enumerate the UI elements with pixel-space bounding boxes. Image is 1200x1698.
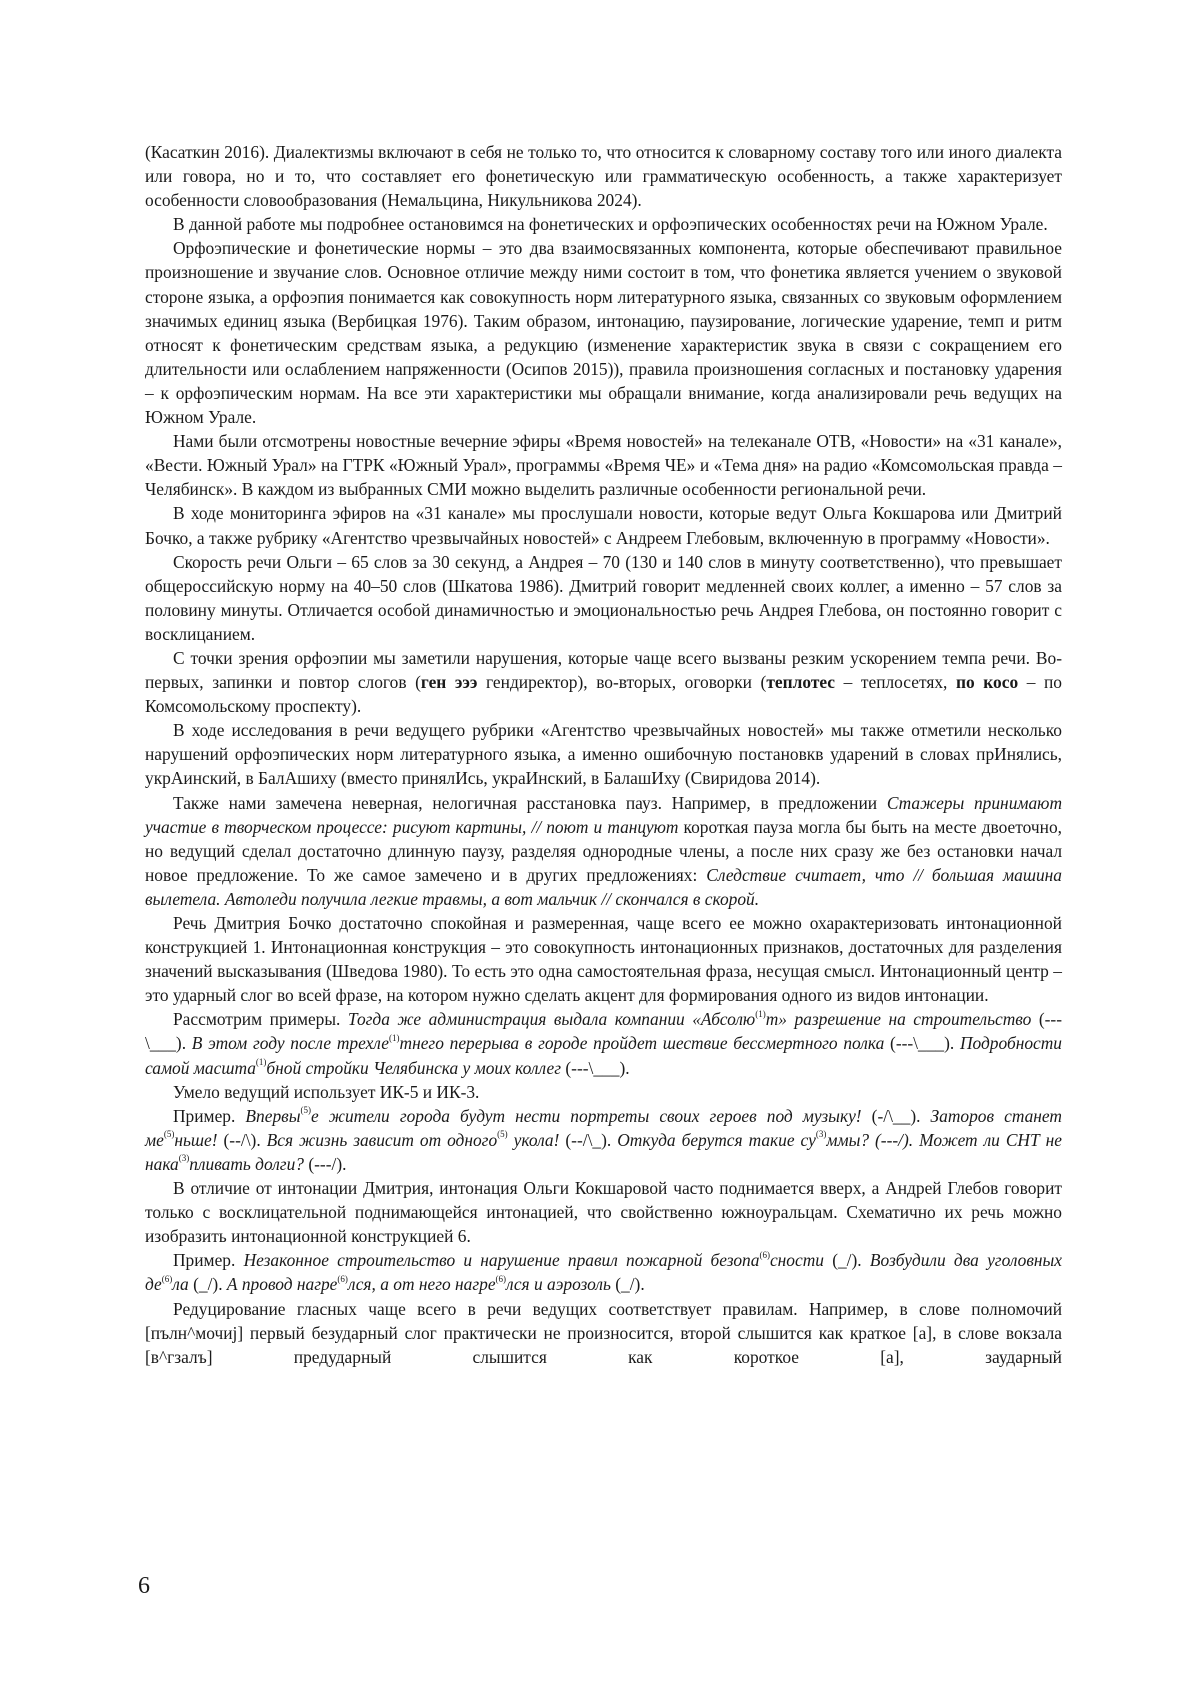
italic-example: Следствие считает, что // большая машина вылетела. Автоледи получила легкие травмы, а вот мальчик // скончался в скорой. [145, 864, 1062, 909]
italic-example: Стажеры принимают участие в творческом процессе: рисуют картины, // поют и танцуют [145, 792, 1062, 837]
paragraph: В ходе исследования в речи ведущего рубрики «Агентство чрезвычайных новостей» мы также отметили несколько нарушений орфоэпических норм литературного языка, а именно ошибочную постановкв ударений в словах прИнялись, укрАинский, в БалАшиху (вместо принялИсь, украИнский, в БалашИху (Свиридова 2014). [145, 720, 1062, 789]
paragraph [145, 1007, 1062, 1079]
text-run: С точки зрения орфоэпии мы заметили нарушения, которые чаще всего вызваны резким ускорением темпа речи. Во-первых, запинки и повтор слогов ( [145, 647, 1062, 693]
stress-mark: (5) [497, 1129, 508, 1140]
text-run: Также нами замечена неверная, нелогичная расстановка пауз. Например, в предложении [173, 792, 887, 813]
stress-mark: (1) [755, 1008, 766, 1019]
intonation-scheme: (_/). [610, 1274, 645, 1295]
italic-example: Возбудили два уголовных де [145, 1250, 1062, 1295]
text-run: короткая пауза могла бы быть на месте двоеточно, но ведущий сделал достаточно длинную паузу, разделяя однородные члены, а после них сразу же без остановки начал новое предложение. То же самое замечено и в других предложениях: [145, 816, 1062, 885]
italic-example: лся, а от него нагре [347, 1274, 496, 1295]
italic-example: пливать долги? [189, 1153, 304, 1174]
italic-example: е жители города будут нести портреты своих героев под музыку! [310, 1105, 862, 1126]
italic-example: Вся жизнь зависит от одного [266, 1129, 498, 1150]
stress-mark: (3) [178, 1153, 190, 1164]
stress-mark: (5) [300, 1104, 311, 1115]
italic-example: бной стройки Челябинска у моих коллег [266, 1057, 562, 1078]
text-run: гендиректор), во-вторых, оговорки ( [477, 672, 767, 693]
body-text [145, 140, 1062, 1369]
intonation-scheme: (_/). [188, 1274, 227, 1295]
intonation-scheme: (_/). [823, 1250, 870, 1271]
intonation-scheme: (--/\). [217, 1129, 267, 1150]
intonation-scheme: (---\___). [145, 1009, 1062, 1054]
stress-mark: (3) [815, 1129, 827, 1140]
stress-mark: (6) [161, 1273, 173, 1284]
paragraph [145, 1248, 1062, 1296]
intonation-scheme: (-/\__). [861, 1105, 931, 1126]
bold-example: теплотес [766, 672, 836, 693]
italic-example: Заторов станет ме [145, 1105, 1062, 1150]
italic-example: Откуда берутся такие су [617, 1129, 816, 1150]
italic-example: Впервы [245, 1105, 301, 1126]
stress-mark: (1) [255, 1056, 267, 1067]
paragraph [145, 1104, 1062, 1176]
italic-example: лся и аэрозоль [506, 1274, 611, 1295]
paragraph: В ходе мониторинга эфиров на «31 канале» мы прослушали новости, которые ведут Ольга Кокшарова или Дмитрий Бочко, а также рубрику «Агентство чрезвычайных новостей» с Андреем Глебовым, включенную в программу «Новости». [145, 503, 1062, 548]
paragraph: В данной работе мы подробнее остановимся на фонетических и орфоэпических особенностях речи на Южном Урале. [173, 214, 1048, 235]
paragraph: (Касаткин 2016). Диалектизмы включают в себя не только то, что относится к словарному составу того или иного диалекта или говора, но и то, что составляет его фонетическую или грамматическую особенность, а также характеризует особенности словообразования (Немальцина, Никульникова 2024). [145, 142, 1062, 211]
italic-example: Подробности самой масшта [145, 1033, 1062, 1078]
text-run: Рассмотрим примеры. [173, 1009, 348, 1030]
intonation-scheme: (---\___). [561, 1057, 630, 1078]
paragraph [145, 646, 1062, 718]
stress-mark: (5) [163, 1129, 175, 1140]
italic-example: Незаконное строительство и нарушение правил пожарной безопа [243, 1250, 760, 1271]
italic-example: ла [172, 1274, 189, 1295]
italic-example: А провод нагре [226, 1274, 338, 1295]
paragraph [145, 791, 1062, 911]
paragraph: Скорость речи Ольги – 65 слов за 30 секунд, а Андрея – 70 (130 и 140 слов в минуту соответственно), что превышает общероссийскую норму на 40–50 слов (Шкатова 1986). Дмитрий говорит медленней своих коллег, а именно – 57 слов за половину минуты. Отличается особой динамичностью и эмоциональностью речь Андрея Глебова, он постоянно говорит с восклицанием. [145, 551, 1062, 644]
italic-example: ньше! [174, 1129, 218, 1150]
paragraph: Речь Дмитрия Бочко достаточно спокойная и размеренная, чаще всего ее можно охарактеризовать интонационной конструкцией 1. Интонационная конструкция – это совокупность интонационных признаков, достаточных для разделения значений высказывания (Шведова 1980). То есть это одна самостоятельная фраза, несущая смысл. Интонационный центр – это ударный слог во всей фразе, на котором нужно сделать акцент для формирования одного из видов интонации. [145, 913, 1062, 1006]
text-run: – по Комсомольскому проспекту). [145, 672, 1063, 717]
italic-example: тнего перерыва в городе пройдет шествие бессмертного полка [399, 1033, 885, 1054]
italic-example: сности [769, 1250, 824, 1271]
italic-example: Тогда же администрация выдала компании «Абсолю [347, 1009, 756, 1030]
text-run: Пример. [173, 1250, 244, 1271]
paragraph: Редуцирование гласных чаще всего в речи ведущих соответствует правилам. Например, в слове полномочий [пълн^мочиј] первый безударный слог практически не произносится, второй слышится как краткое [а], в слове вокзала [в^гзалъ] предударный слышится как короткое [а], заударный [145, 1298, 1062, 1367]
paragraph: Орфоэпические и фонетические нормы – это два взаимосвязанных компонента, которые обеспечивают правильное произношение и звучание слов. Основное отличие между ними состоит в том, что фонетика является учением о звуковой стороне языка, а орфоэпия понимается как совокупность норм литературного языка, связанных со звуковым оформлением значимых единиц языка (Вербицкая 1976). Таким образом, интонацию, паузирование, логические ударение, темп и ритм относят к фонетическим средствам языка, а редукцию (изменение характеристик звука в связи с сокращением его длительности или ослаблением напряженности (Осипов 2015)), правила произношения согласных и постановку ударения – к орфоэпическим нормам. На все эти характеристики мы обращали внимание, когда анализировали речь ведущих на Южном Урале. [145, 238, 1062, 428]
stress-mark: (6) [337, 1273, 348, 1284]
italic-example: В этом году после трехле [191, 1033, 390, 1054]
italic-example: ммы? (---/). Может ли СНТ не нака [145, 1129, 1062, 1174]
intonation-scheme: (---\___). [884, 1033, 960, 1054]
stress-mark: (6) [759, 1249, 770, 1260]
italic-example: т» разрешение на строительство [765, 1009, 1032, 1030]
paragraph: Нами были отсмотрены новостные вечерние эфиры «Время новостей» на телеканале ОТВ, «Новости» на «31 канале», «Вести. Южный Урал» на ГТРК «Южный Урал», программы «Время ЧЕ» и «Тема дня» на радио «Комсомольская правда – Челябинск». В каждом из выбранных СМИ можно выделить различные особенности региональной речи. [145, 431, 1062, 500]
stress-mark: (6) [495, 1273, 507, 1284]
intonation-scheme: (---/). [303, 1153, 347, 1174]
bold-example: ген эээ [420, 672, 478, 693]
stress-mark: (1) [389, 1032, 400, 1043]
italic-example: укола! [507, 1129, 560, 1150]
page-number: 6 [138, 1573, 150, 1599]
bold-example: по косо [955, 672, 1019, 693]
paragraph: В отличие от интонации Дмитрия, интонация Ольги Кокшаровой часто поднимается вверх, а Андрей Глебов говорит только с восклицательной поднимающейся интонацией, что свойственно южноуральцам. Схематично их речь можно изобразить интонационной конструкцией 6. [145, 1178, 1062, 1247]
intonation-scheme: (--/\_). [559, 1129, 618, 1150]
text-run: Пример. [173, 1105, 246, 1126]
paragraph: Умело ведущий использует ИК-5 и ИК-3. [173, 1081, 480, 1102]
text-run: – теплосетях, [835, 672, 956, 693]
